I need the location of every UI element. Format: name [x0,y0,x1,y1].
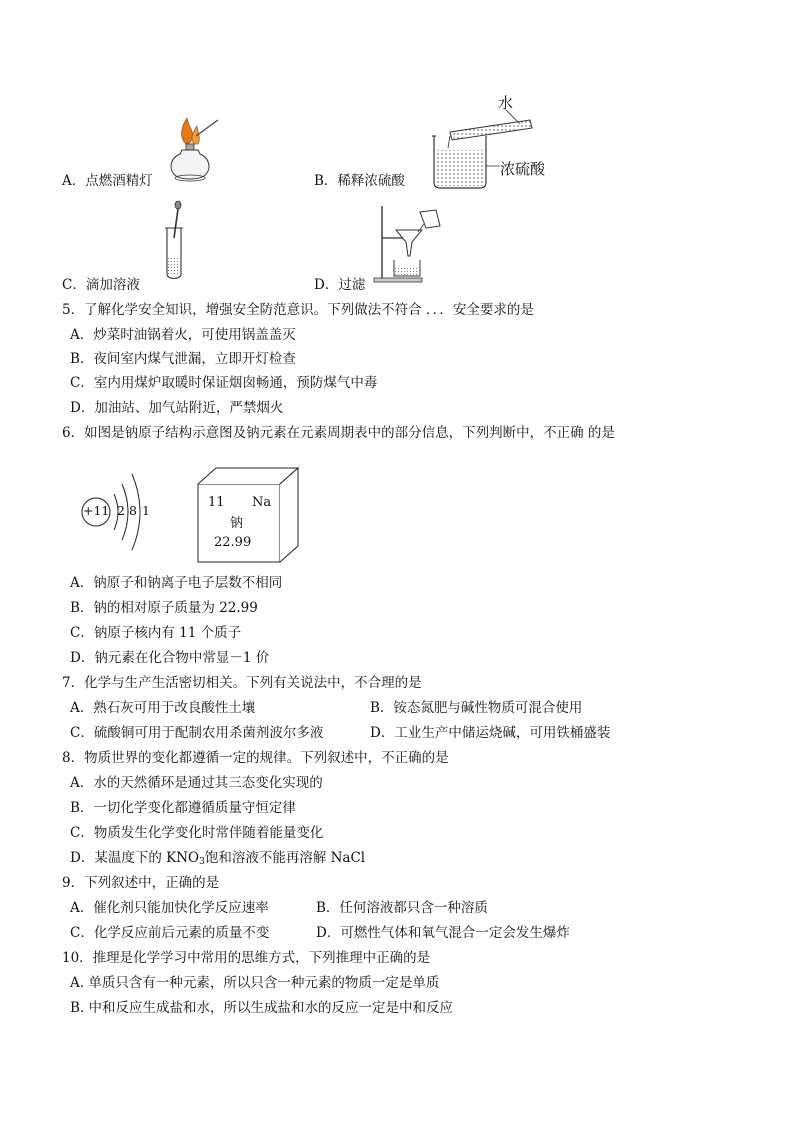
q9-option-a: A．催化剂只能加快化学反应速率 [70,900,269,916]
q4-option-c: C．滴加溶液 [62,277,140,293]
q5-option-d: D．加油站、加气站附近，严禁烟火 [70,400,284,416]
q7-option-b: B．铵态氮肥与碱性物质可混合使用 [370,700,583,716]
q7-option-c: C．硫酸铜可用于配制农用杀菌剂波尔多液 [70,725,324,741]
q10-option-a: A. 单质只含有一种元素，所以只含一种元素的物质一定是单质 [70,975,440,991]
label-water: 水 [498,94,514,112]
q7-stem: 7．化学与生产生活密切相关。下列有关说法中，不合理的是 [62,675,422,691]
q6-option-a: A．钠原子和钠离子电子层数不相同 [70,575,283,591]
element-symbol: Na [252,495,272,510]
q9-stem: 9．下列叙述中，正确的是 [62,875,220,891]
q8-option-d-pre: D．某温度下的 KNO [70,850,200,866]
q9-option-c: C．化学反应前后元素的质量不变 [70,925,270,941]
q7-option-d: D．工业生产中储运烧碱，可用铁桶盛装 [370,725,611,741]
shell-2-count: 8 [129,503,137,518]
q9-option-b: B．任何溶液都只含一种溶质 [316,900,488,916]
q5-option-c: C．室内用煤炉取暖时保证烟囱畅通，预防煤气中毒 [70,375,378,391]
q6-stem: 6．如图是钠原子结构示意图及钠元素在元素周期表中的部分信息，下列判断中，不正确 的是 [62,425,615,441]
q10-option-b: B. 中和反应生成盐和水，所以生成盐和水的反应一定是中和反应 [70,1000,454,1016]
element-atomic-number: 11 [208,495,225,510]
q8-option-d-post: 饱和溶液不能再溶解 NaCl [204,850,366,866]
q4-option-d: D．过滤 [314,277,366,293]
q4-option-b: B．稀释浓硫酸 [314,173,405,189]
q6-option-d: D．钠元素在化合物中常显－1 价 [70,650,270,666]
nucleus-charge: +11 [83,503,110,518]
shell-1-count: 2 [117,503,125,518]
alcohol-lamp-figure [160,114,230,186]
q5-option-b: B．夜间室内煤气泄漏，立即开灯检查 [70,351,296,367]
shell-3-count: 1 [142,503,150,518]
periodic-table-cell [196,466,306,566]
q5-stem: 5．了解化学安全知识，增强安全防范意识。下列做法不符合 ．．．安全要求的是 [62,302,534,318]
filtration-figure [370,204,450,284]
q8-option-d [70,849,365,871]
q8-option-a: A．水的天然循环是通过其三态变化实现的 [70,775,323,791]
q5-option-a: A．炒菜时油锅着火，可使用锅盖盖灭 [70,327,296,343]
q8-option-b: B．一切化学变化都遵循质量守恒定律 [70,800,296,816]
q8-option-c: C．物质发生化学变化时常伴随着能量变化 [70,825,324,841]
q6-option-c: C．钠原子核内有 11 个质子 [70,625,242,641]
label-concentrated-acid: 浓硫酸 [500,160,546,178]
q10-stem: 10．推理是化学学习中常用的思维方式，下列推理中正确的是 [62,950,431,966]
dropper-tube-figure [158,200,194,284]
q8-option-d-subscript: 3 [199,857,205,867]
q9-option-d: D．可燃性气体和氧气混合一定会发生爆炸 [316,925,570,941]
q7-option-a: A．熟石灰可用于改良酸性土壤 [70,700,256,716]
element-name: 钠 [230,516,244,531]
q4-option-a: A．点燃酒精灯 [62,173,153,189]
q6-option-b: B．钠的相对原子质量为 22.99 [70,600,258,616]
q8-stem: 8．物质世界的变化都遵循一定的规律。下列叙述中，不正确的是 [62,750,449,766]
element-atomic-mass: 22.99 [214,535,252,550]
